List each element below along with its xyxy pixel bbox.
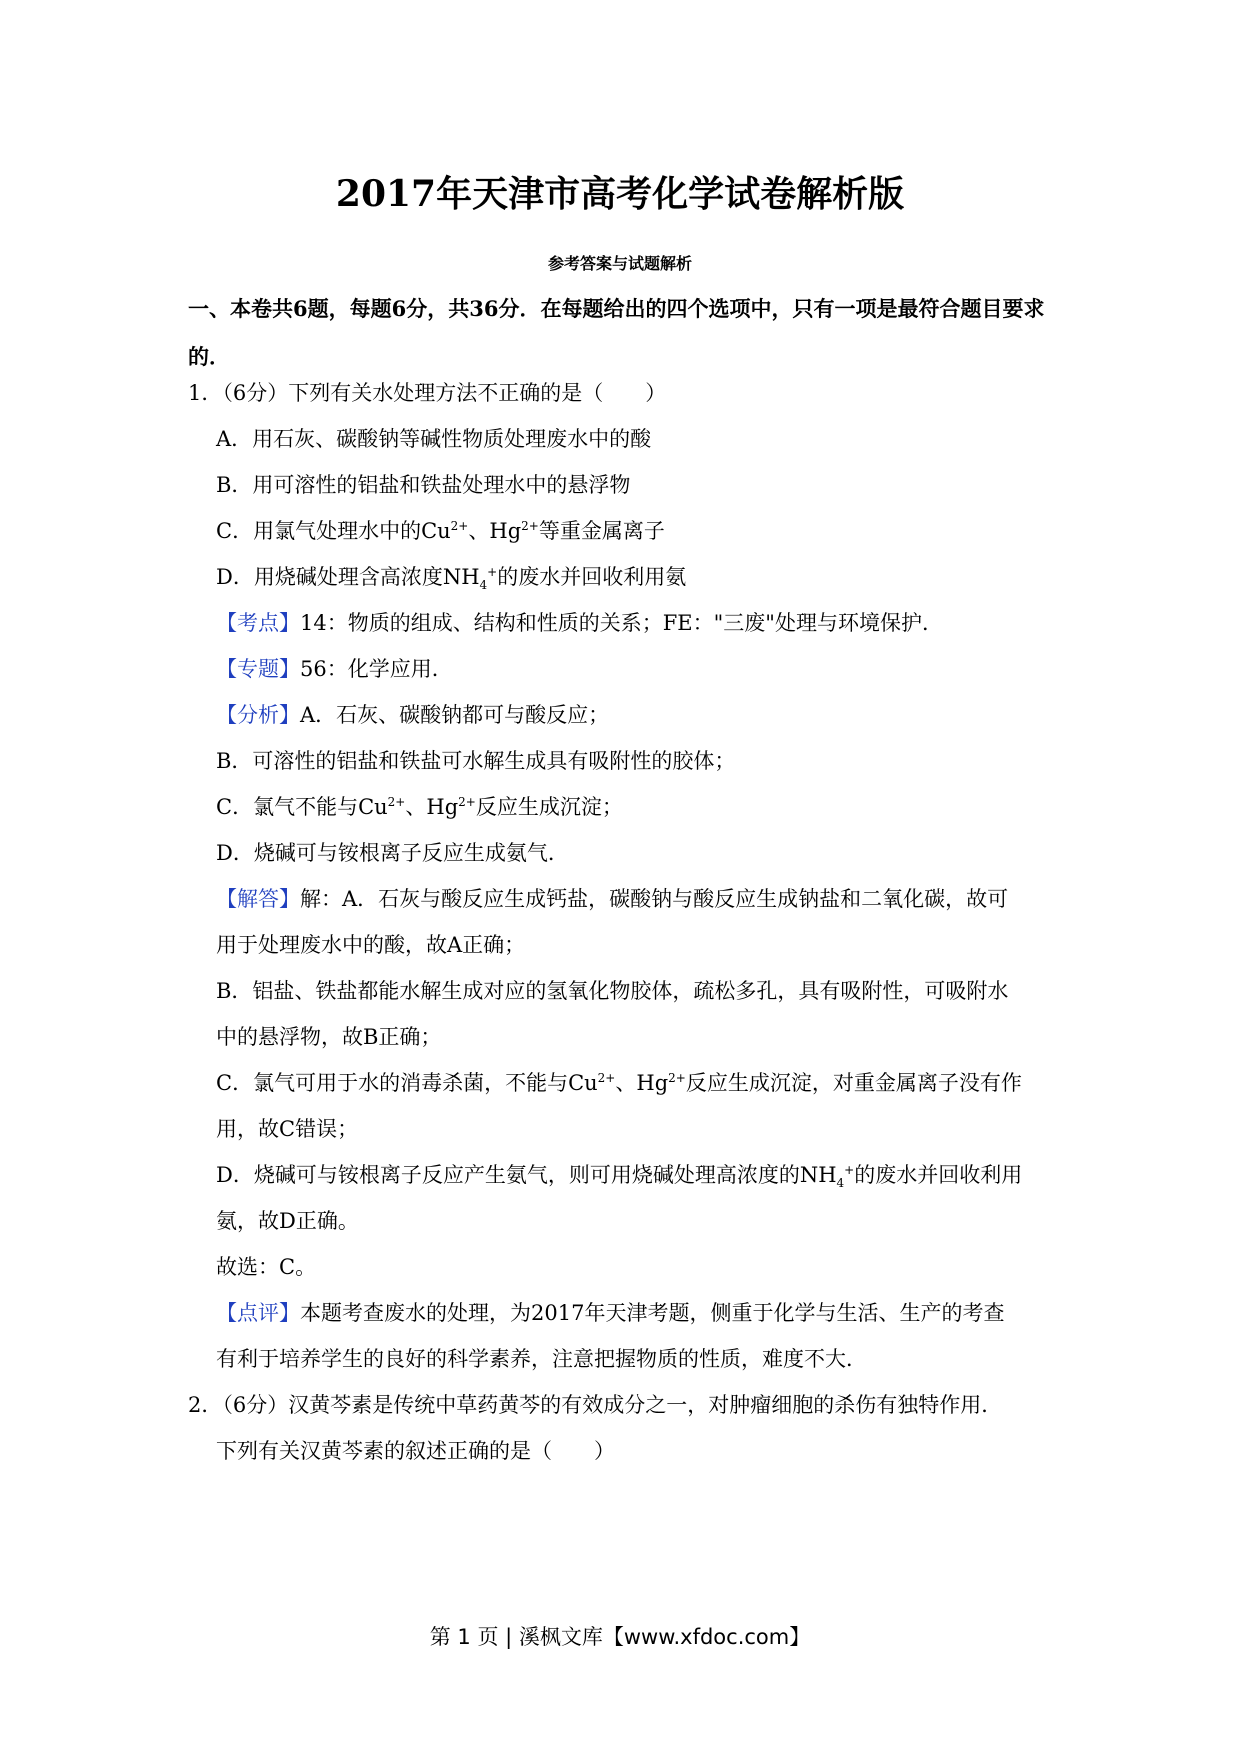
text-run: 反应生成沉淀，对重金属离子没有作 xyxy=(685,1071,1022,1095)
q1-option-c xyxy=(216,516,665,546)
jieda-text: 解：A．石灰与酸反应生成钙盐，碳酸钠与酸反应生成钠盐和二氧化碳，故可 xyxy=(300,887,1009,911)
q1-jieda-a2: 用于处理废水中的酸，故A正确； xyxy=(216,933,526,957)
q1-jieda-c1 xyxy=(216,1068,1022,1098)
superscript: 2+ xyxy=(450,519,469,533)
superscript: 2+ xyxy=(597,1071,616,1085)
q1-jieda-d1 xyxy=(216,1160,1022,1190)
subscript: 4 xyxy=(836,1176,845,1191)
fenxi-text: A．石灰、碳酸钠都可与酸反应； xyxy=(300,703,610,727)
q1-option-d xyxy=(216,562,686,592)
text-run: D．用烧碱处理含高浓度NH xyxy=(216,565,480,589)
page-subtitle: 参考答案与试题解析 xyxy=(547,254,692,273)
superscript: 2+ xyxy=(458,795,476,809)
text-run: C．氯气可用于水的消毒杀菌，不能与Cu xyxy=(216,1071,598,1095)
text-run: 等重金属离子 xyxy=(538,519,665,543)
superscript: 2+ xyxy=(387,795,406,809)
q2-stem: 2．（6分）汉黄芩素是传统中草药黄芩的有效成分之一，对肿瘤细胞的杀伤有独特作用． xyxy=(188,1393,1003,1417)
q1-jieda-d2: 氨，故D正确。 xyxy=(216,1209,359,1233)
q1-jieda-b2: 中的悬浮物，故B正确； xyxy=(216,1025,442,1049)
q1-option-b: B．用可溶性的铝盐和铁盐处理水中的悬浮物 xyxy=(216,473,631,497)
page-footer: 第 1 页 | 溪枫文库【www.xfdoc.com】 xyxy=(429,1625,811,1649)
q1-stem: 1．（6分）下列有关水处理方法不正确的是（ ） xyxy=(188,381,667,405)
text-run: C．氯气不能与Cu xyxy=(216,795,388,819)
q1-choice: 故选：C。 xyxy=(216,1255,317,1279)
zhuanti-text: 56：化学应用． xyxy=(300,657,453,681)
superscript: 2+ xyxy=(521,519,539,533)
q1-option-a: A．用石灰、碳酸钠等碱性物质处理废水中的酸 xyxy=(216,427,652,451)
q1-jieda-c2: 用，故C错误； xyxy=(216,1117,359,1141)
text-run: 、Hg xyxy=(468,519,522,543)
text-run: 、Hg xyxy=(615,1071,669,1095)
section-heading: 一、本卷共6题，每题6分，共36分．在每题给出的四个选项中，只有一项是最符合题目要求的． xyxy=(188,296,1045,369)
q1-kaodian xyxy=(216,608,943,638)
kaodian-tag: 【考点】 xyxy=(216,611,300,635)
q1-jieda xyxy=(216,884,1008,914)
zhuanti-tag: 【专题】 xyxy=(216,657,300,681)
text-run: 的废水并回收利用 xyxy=(854,1163,1023,1187)
q1-jieda-b1: B．铝盐、铁盐都能水解生成对应的氢氧化物胶体，疏松多孔，具有吸附性，可吸附水 xyxy=(216,979,1009,1003)
page-title: 2017年天津市高考化学试卷解析版 xyxy=(335,173,905,215)
q1-fenxi-b: B．可溶性的铝盐和铁盐可水解生成具有吸附性的胶体； xyxy=(216,749,736,773)
dianping-tag: 【点评】 xyxy=(216,1301,300,1325)
subscript: 4 xyxy=(479,578,488,593)
q1-fenxi xyxy=(216,700,609,730)
q1-dianping-2: 有利于培养学生的良好的科学素养，注意把握物质的性质，难度不大． xyxy=(216,1347,867,1371)
q2-stem-2: 下列有关汉黄芩素的叙述正确的是（ ） xyxy=(216,1439,615,1463)
q1-dianping xyxy=(216,1298,1004,1328)
text-run: C．用氯气处理水中的Cu xyxy=(216,519,451,543)
text-run: 反应生成沉淀； xyxy=(475,795,623,819)
jieda-tag: 【解答】 xyxy=(216,887,300,911)
text-run: D．烧碱可与铵根离子反应产生氨气，则可用烧碱处理高浓度的NH xyxy=(216,1163,837,1187)
dianping-text: 本题考查废水的处理，为2017年天津考题，侧重于化学与生活、生产的考查 xyxy=(300,1301,1005,1325)
text-run: 、Hg xyxy=(405,795,459,819)
q1-zhuanti xyxy=(216,654,453,684)
superscript: + xyxy=(487,565,498,579)
q1-fenxi-c xyxy=(216,792,623,822)
text-run: 的废水并回收利用氨 xyxy=(497,565,687,589)
kaodian-text: 14：物质的组成、结构和性质的关系；FE："三废"处理与环境保护． xyxy=(300,611,943,635)
fenxi-tag: 【分析】 xyxy=(216,703,300,727)
superscript: 2+ xyxy=(668,1071,686,1085)
q1-fenxi-d: D．烧碱可与铵根离子反应生成氨气． xyxy=(216,841,569,865)
superscript: + xyxy=(844,1163,855,1177)
